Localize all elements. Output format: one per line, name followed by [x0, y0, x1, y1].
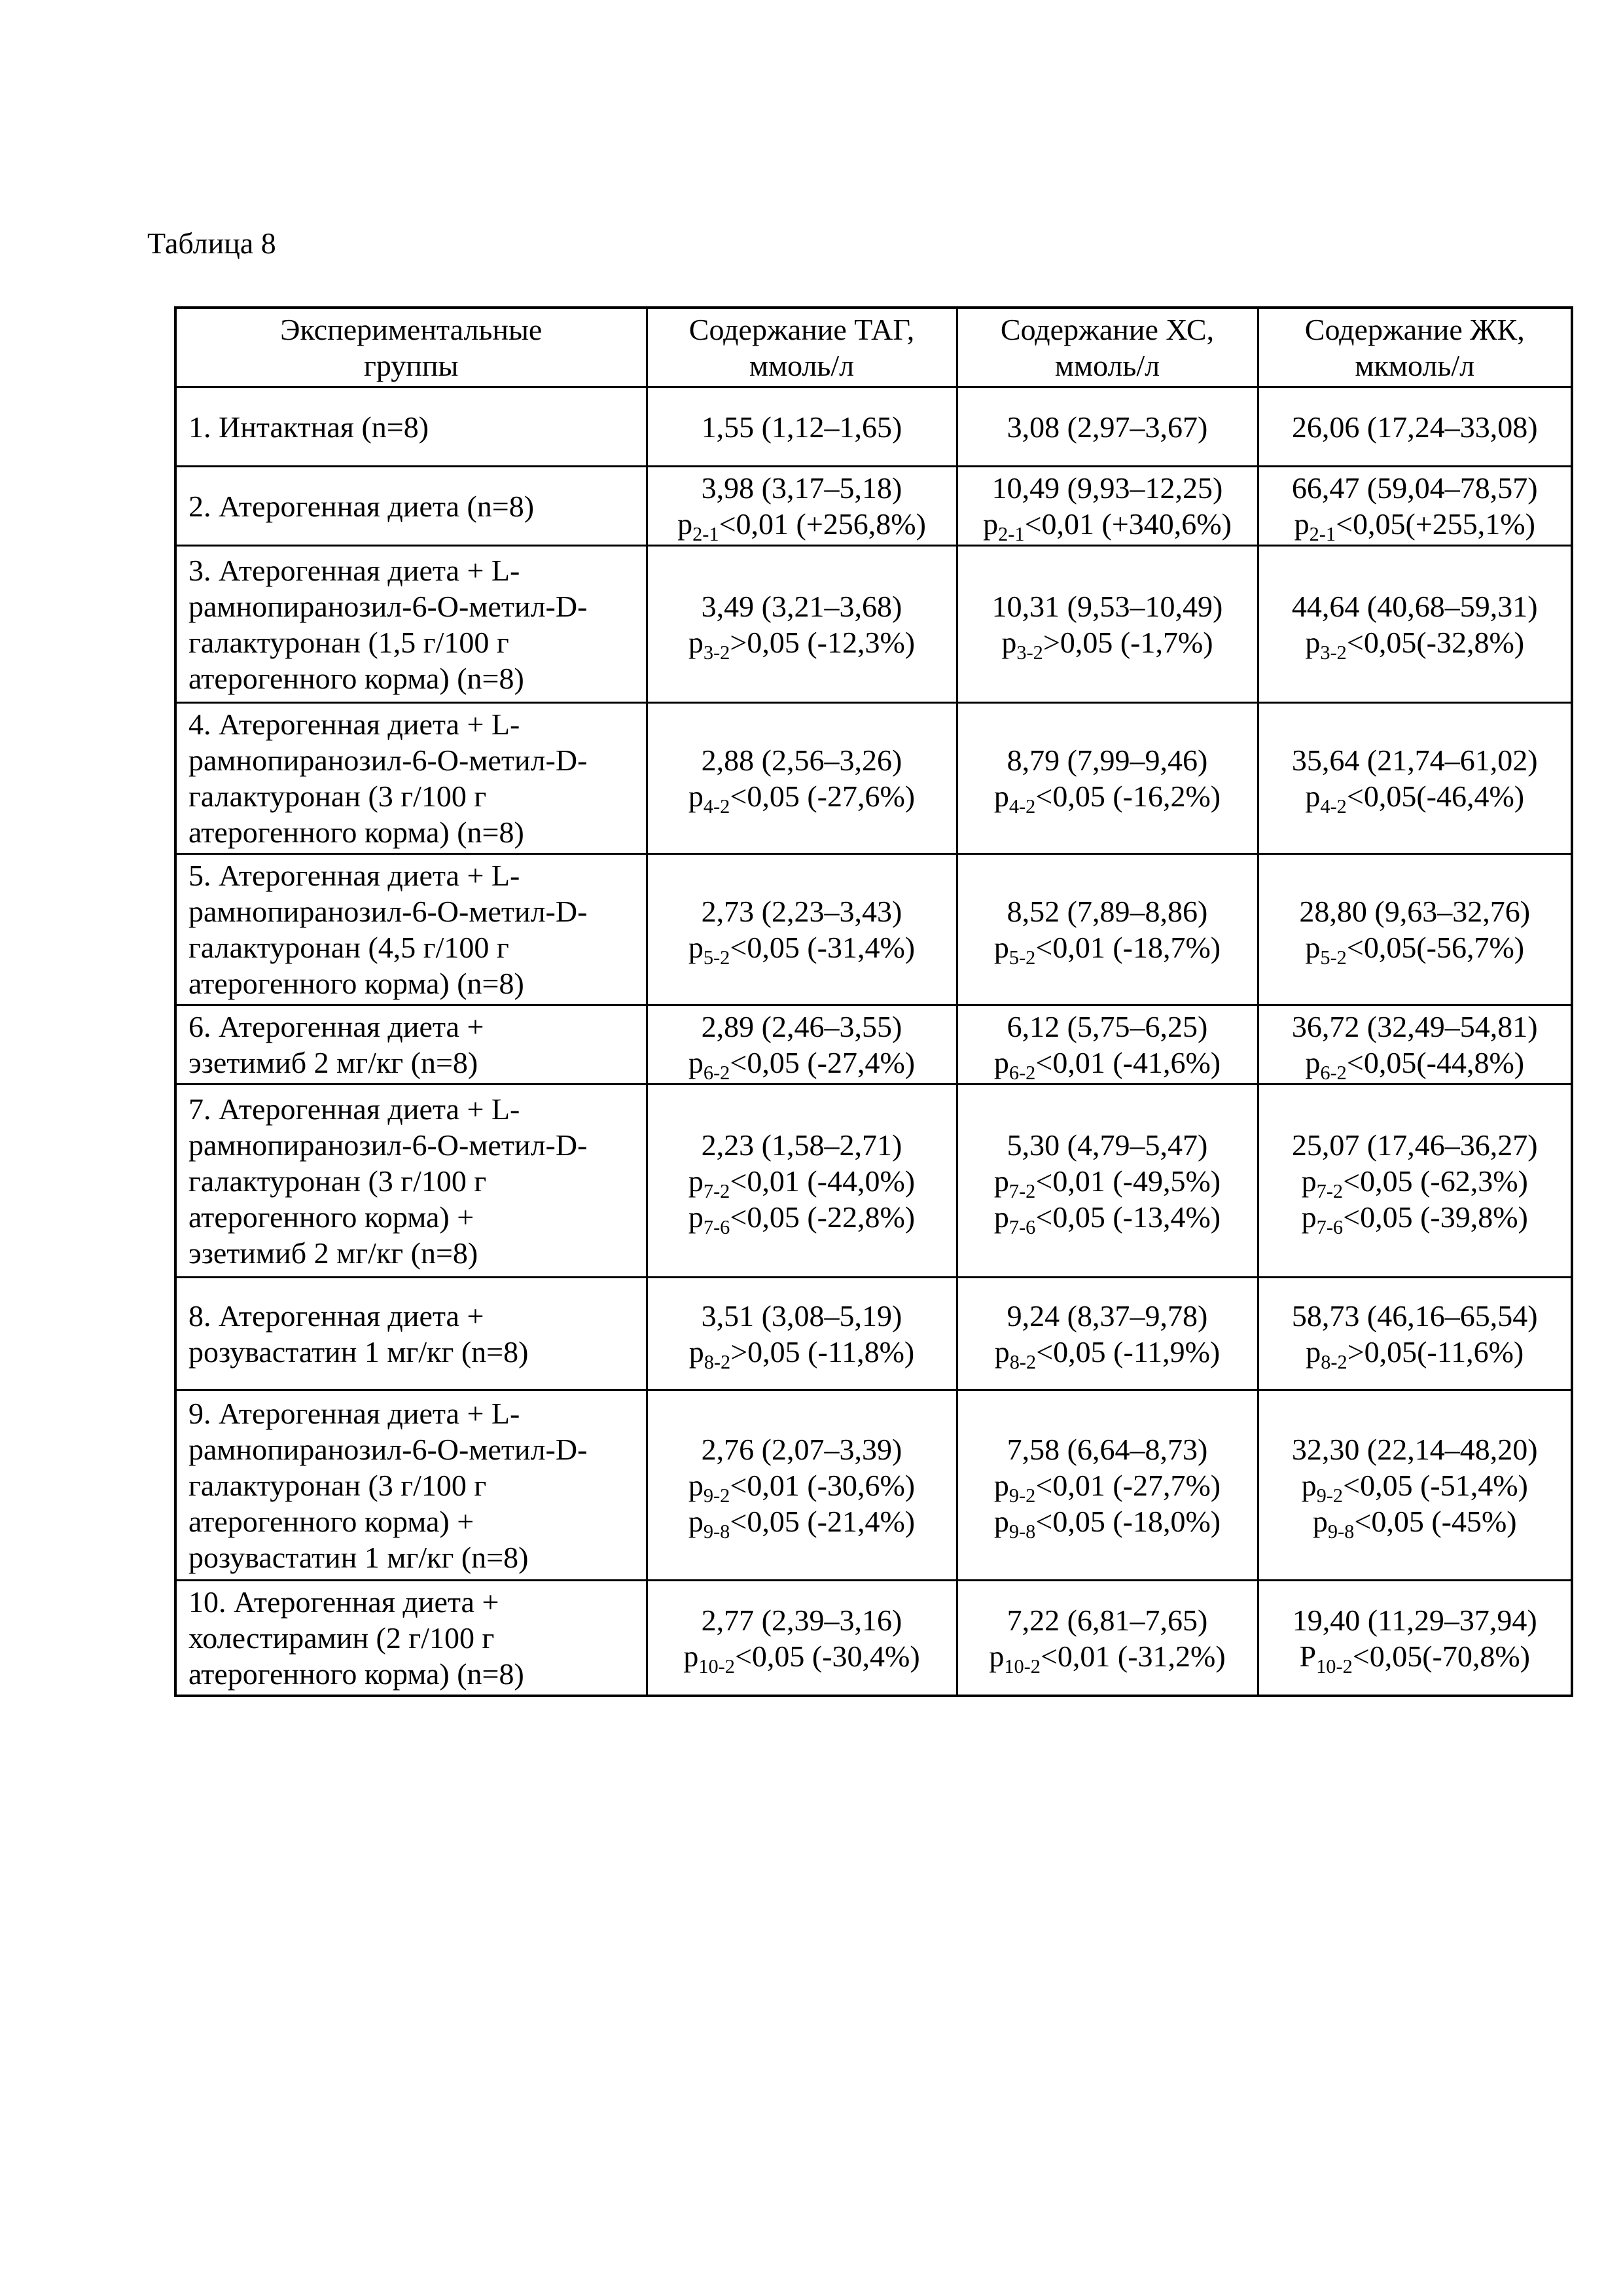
cell-line: галактуронан (1,5 г/100 г [188, 625, 509, 659]
tag-cell [647, 1005, 957, 1085]
xc-cell [957, 387, 1258, 467]
xc-cell [957, 1581, 1258, 1696]
cell-line: 2,76 (2,07–3,39) [701, 1432, 902, 1466]
zhk-cell [1258, 546, 1572, 703]
header-line: Содержание ХС, [1000, 313, 1215, 346]
subscript: 9-2 [1316, 1484, 1344, 1507]
zhk-cell [1258, 467, 1572, 546]
cell-line: 44,64 (40,68–59,31) [1291, 589, 1538, 623]
cell-line: 10,31 (9,53–10,49) [991, 589, 1223, 623]
table-row [175, 1390, 1572, 1581]
cell-line: 3,49 (3,21–3,68) [701, 589, 902, 623]
xc-cell [957, 703, 1258, 854]
cell-line: $p_{3-2}>0,05$ (-12,3%) [688, 625, 916, 664]
group-cell [175, 387, 647, 467]
tag-cell [647, 1581, 957, 1696]
header-line: Содержание ТАГ, [688, 313, 915, 346]
cell-line: 8,79 (7,99–9,46) [1007, 744, 1208, 777]
cell-line: рамнопиранозил-6-O-метил-D- [188, 1128, 588, 1162]
cell-line: галактуронан (3 г/100 г [188, 780, 487, 813]
header-zhk [1258, 308, 1572, 387]
subscript: 7-2 [1008, 1179, 1036, 1202]
tag-cell [647, 387, 957, 467]
table-row [175, 1581, 1572, 1696]
cell-line: $p_{5-2}<0,01$ (-18,7%) [993, 931, 1221, 969]
cell-line: атерогенного корма) + [188, 1504, 474, 1538]
zhk-cell [1258, 1581, 1572, 1696]
subscript: 6-2 [703, 1062, 730, 1085]
xc-cell [957, 1005, 1258, 1085]
cell-line: 6,12 (5,75–6,25) [1007, 1010, 1208, 1043]
cell-line: 6. Атерогенная диета + [188, 1010, 484, 1043]
cell-line: $p_{10-2}<0,01$ (-31,2%) [989, 1639, 1226, 1677]
cell-line: $p_{9-8}<0,05$ (-45%) [1312, 1504, 1517, 1543]
subscript: 8-2 [704, 1350, 731, 1373]
cell-line: 7,22 (6,81–7,65) [1007, 1603, 1208, 1637]
cell-line: $p_{10-2}<0,05$ (-30,4%) [683, 1639, 920, 1677]
subscript: 9-8 [703, 1520, 730, 1543]
table-row [175, 546, 1572, 703]
cell-line: галактуронан (3 г/100 г [188, 1164, 487, 1198]
zhk-cell [1258, 854, 1572, 1005]
cell-line: $p_{3-2}<0,05(-32,8\%)$ [1305, 625, 1525, 664]
tag-cell [647, 703, 957, 854]
group-cell [175, 1005, 647, 1085]
table-row [175, 387, 1572, 467]
cell-line: $p_{2-1}<0,05(+255,1\%)$ [1294, 507, 1535, 546]
table-row [175, 1278, 1572, 1390]
cell-line: 1. Интактная (n=8) [188, 410, 429, 444]
zhk-cell [1258, 1005, 1572, 1085]
results-table [174, 306, 1573, 1697]
cell-line: 32,30 (22,14–48,20) [1291, 1432, 1538, 1466]
cell-line: рамнопиранозил-6-O-метил-D- [188, 1432, 588, 1466]
cell-line: 10,49 (9,93–12,25) [991, 471, 1223, 505]
table-row [175, 467, 1572, 546]
cell-line: рамнопиранозил-6-O-метил-D- [188, 589, 588, 623]
group-cell [175, 854, 647, 1005]
subscript: 7-2 [703, 1179, 730, 1202]
tag-cell [647, 467, 957, 546]
cell-line: 58,73 (46,16–65,54) [1291, 1299, 1538, 1333]
cell-line: эзетимиб 2 мг/кг (n=8) [188, 1046, 478, 1079]
cell-line: 35,64 (21,74–61,02) [1291, 744, 1538, 777]
subscript: 7-2 [1316, 1179, 1344, 1202]
cell-line: $p_{4-2}<0,05$ (-16,2%) [993, 780, 1221, 818]
table-row [175, 854, 1572, 1005]
cell-line: 7. Атерогенная диета + L- [188, 1092, 520, 1126]
cell-line: $p_{7-6}<0,05$ (-39,8%) [1301, 1200, 1528, 1238]
cell-line: $p_{2-1}<0,01$ (+340,6%) [983, 507, 1232, 546]
cell-line: $p_{6-2}<0,01$ (-41,6%) [993, 1046, 1221, 1085]
subscript: 5-2 [1320, 946, 1347, 969]
subscript: 4-2 [1320, 795, 1347, 818]
cell-line: атерогенного корма) + [188, 1200, 474, 1234]
xc-cell [957, 546, 1258, 703]
group-cell [175, 703, 647, 854]
cell-line: галактуронан (3 г/100 г [188, 1468, 487, 1502]
cell-line: 36,72 (32,49–54,81) [1291, 1010, 1538, 1043]
xc-cell [957, 854, 1258, 1005]
subscript: 4-2 [703, 795, 730, 818]
cell-line: $p_{9-8}<0,05$ (-21,4%) [688, 1504, 916, 1543]
subscript: 2-1 [1309, 523, 1336, 546]
cell-line: $p_{8-2}>0,05(-11,6\%)$ [1306, 1335, 1524, 1373]
subscript: 7-6 [1008, 1215, 1036, 1238]
table-row [175, 1005, 1572, 1085]
zhk-cell [1258, 1390, 1572, 1581]
tag-cell [647, 1390, 957, 1581]
cell-line: 3,98 (3,17–5,18) [701, 471, 902, 505]
subscript: 10-2 [1316, 1655, 1353, 1677]
subscript: 8-2 [1009, 1350, 1037, 1373]
subscript: 10-2 [698, 1655, 735, 1677]
tag-cell [647, 1278, 957, 1390]
cell-line: $p_{9-2}<0,01$ (-30,6%) [688, 1468, 916, 1507]
subscript: 9-2 [703, 1484, 730, 1507]
cell-line: 1,55 (1,12–1,65) [701, 410, 902, 444]
subscript: 9-2 [1008, 1484, 1036, 1507]
group-cell [175, 467, 647, 546]
zhk-cell [1258, 387, 1572, 467]
cell-line: $p_{4-2}<0,05(-46,4\%)$ [1305, 780, 1525, 818]
cell-line: 26,06 (17,24–33,08) [1291, 410, 1538, 444]
subscript: 3-2 [1320, 641, 1347, 664]
cell-line: $P_{10-2}<0,05(-70,8\%)$ [1299, 1639, 1530, 1677]
cell-line: $p_{5-2}<0,05$ (-31,4%) [688, 931, 916, 969]
cell-line: 3,08 (2,97–3,67) [1007, 410, 1208, 444]
cell-line: $p_{9-2}<0,01$ (-27,7%) [993, 1468, 1221, 1507]
cell-line: 25,07 (17,46–36,27) [1291, 1128, 1538, 1162]
cell-line: 2. Атерогенная диета (n=8) [188, 489, 535, 523]
subscript: 9-8 [1327, 1520, 1355, 1543]
table-row [175, 703, 1572, 854]
tag-cell [647, 546, 957, 703]
header-xc [957, 308, 1258, 387]
group-cell [175, 1085, 647, 1278]
cell-line: $p_{2-1}<0,01$ (+256,8%) [677, 507, 926, 546]
cell-line: 28,80 (9,63–32,76) [1299, 895, 1531, 928]
table-caption: Таблица 8 [147, 226, 276, 260]
cell-line: 3,51 (3,08–5,19) [701, 1299, 902, 1333]
table-body [175, 387, 1572, 1696]
cell-line: $p_{9-2}<0,05$ (-51,4%) [1301, 1468, 1528, 1507]
cell-line: розувастатин 1 мг/кг (n=8) [188, 1335, 529, 1369]
cell-line: галактуронан (4,5 г/100 г [188, 931, 509, 964]
cell-line: 10. Атерогенная диета + [188, 1585, 499, 1619]
subscript: 6-2 [1008, 1062, 1036, 1085]
header-line: Содержание ЖК, [1304, 313, 1525, 346]
group-cell [175, 1390, 647, 1581]
cell-line: рамнопиранозил-6-O-метил-D- [188, 895, 588, 928]
group-cell [175, 1278, 647, 1390]
header-line: мкмоль/л [1355, 349, 1475, 382]
cell-line: 19,40 (11,29–37,94) [1292, 1603, 1537, 1637]
subscript: 2-1 [692, 523, 719, 546]
cell-line: $p_{6-2}<0,05$ (-27,4%) [688, 1046, 916, 1085]
subscript: 9-8 [1008, 1520, 1036, 1543]
header-tag [647, 308, 957, 387]
zhk-cell [1258, 703, 1572, 854]
cell-line: 2,73 (2,23–3,43) [701, 895, 902, 928]
cell-line: 2,23 (1,58–2,71) [701, 1128, 902, 1162]
cell-line: атерогенного корма) (n=8) [188, 661, 524, 695]
subscript: 8-2 [1321, 1350, 1347, 1373]
subscript: 7-6 [703, 1215, 730, 1238]
cell-line: $p_{7-2}<0,01$ (-44,0%) [688, 1164, 916, 1202]
subscript: 10-2 [1004, 1655, 1041, 1677]
cell-line: $p_{6-2}<0,05(-44,8\%)$ [1305, 1046, 1525, 1085]
zhk-cell [1258, 1278, 1572, 1390]
cell-line: $p_{5-2}<0,05(-56,7\%)$ [1305, 931, 1525, 969]
header-line: группы [364, 349, 459, 382]
cell-line: $p_{8-2}<0,05$ (-11,9%) [994, 1335, 1221, 1373]
header-line: ммоль/л [749, 349, 855, 382]
subscript: 5-2 [1008, 946, 1036, 969]
cell-line: 5. Атерогенная диета + L- [188, 859, 520, 892]
cell-line: 9. Атерогенная диета + L- [188, 1396, 520, 1430]
cell-line: $p_{3-2}>0,05$ (-1,7%) [1001, 625, 1213, 664]
header-line: ммоль/л [1054, 349, 1160, 382]
xc-cell [957, 1390, 1258, 1581]
cell-line: 2,77 (2,39–3,16) [701, 1603, 902, 1637]
cell-line: 2,89 (2,46–3,55) [701, 1010, 902, 1043]
cell-line: атерогенного корма) (n=8) [188, 1657, 524, 1691]
cell-line: 8. Атерогенная диета + [188, 1299, 484, 1333]
subscript: 3-2 [1016, 641, 1043, 664]
cell-line: 8,52 (7,89–8,86) [1007, 895, 1208, 928]
header-groups [175, 308, 647, 387]
cell-line: 5,30 (4,79–5,47) [1007, 1128, 1208, 1162]
cell-line: атерогенного корма) (n=8) [188, 967, 524, 1000]
subscript: 6-2 [1320, 1062, 1347, 1085]
subscript: 7-6 [1316, 1215, 1344, 1238]
cell-line: 3. Атерогенная диета + L- [188, 553, 520, 587]
group-cell [175, 546, 647, 703]
cell-line: рамнопиранозил-6-O-метил-D- [188, 744, 588, 777]
cell-line: 9,24 (8,37–9,78) [1007, 1299, 1208, 1333]
subscript: 5-2 [703, 946, 730, 969]
cell-line: $p_{7-2}<0,01$ (-49,5%) [993, 1164, 1221, 1202]
cell-line: 66,47 (59,04–78,57) [1291, 471, 1538, 505]
header-row [175, 308, 1572, 387]
subscript: 2-1 [998, 523, 1025, 546]
group-cell [175, 1581, 647, 1696]
cell-line: $p_{9-8}<0,05$ (-18,0%) [993, 1504, 1221, 1543]
table-row [175, 1085, 1572, 1278]
cell-line: 4. Атерогенная диета + L- [188, 708, 520, 741]
tag-cell [647, 854, 957, 1005]
zhk-cell [1258, 1085, 1572, 1278]
xc-cell [957, 1278, 1258, 1390]
cell-line: атерогенного корма) (n=8) [188, 816, 524, 849]
cell-line: 2,88 (2,56–3,26) [701, 744, 902, 777]
cell-line: розувастатин 1 мг/кг (n=8) [188, 1540, 529, 1574]
tag-cell [647, 1085, 957, 1278]
cell-line: $p_{7-2}<0,05$ (-62,3%) [1301, 1164, 1528, 1202]
cell-line: холестирамин (2 г/100 г [188, 1621, 495, 1655]
cell-line: 7,58 (6,64–8,73) [1007, 1432, 1208, 1466]
subscript: 4-2 [1008, 795, 1036, 818]
xc-cell [957, 1085, 1258, 1278]
subscript: 3-2 [703, 641, 730, 664]
cell-line: $p_{7-6}<0,05$ (-22,8%) [688, 1200, 916, 1238]
cell-line: $p_{8-2}>0,05$ (-11,8%) [688, 1335, 915, 1373]
cell-line: эзетимиб 2 мг/кг (n=8) [188, 1236, 478, 1270]
cell-line: $p_{7-6}<0,05$ (-13,4%) [993, 1200, 1221, 1238]
header-line: Экспериментальные [280, 313, 543, 346]
cell-line: $p_{4-2}<0,05$ (-27,6%) [688, 780, 916, 818]
xc-cell [957, 467, 1258, 546]
